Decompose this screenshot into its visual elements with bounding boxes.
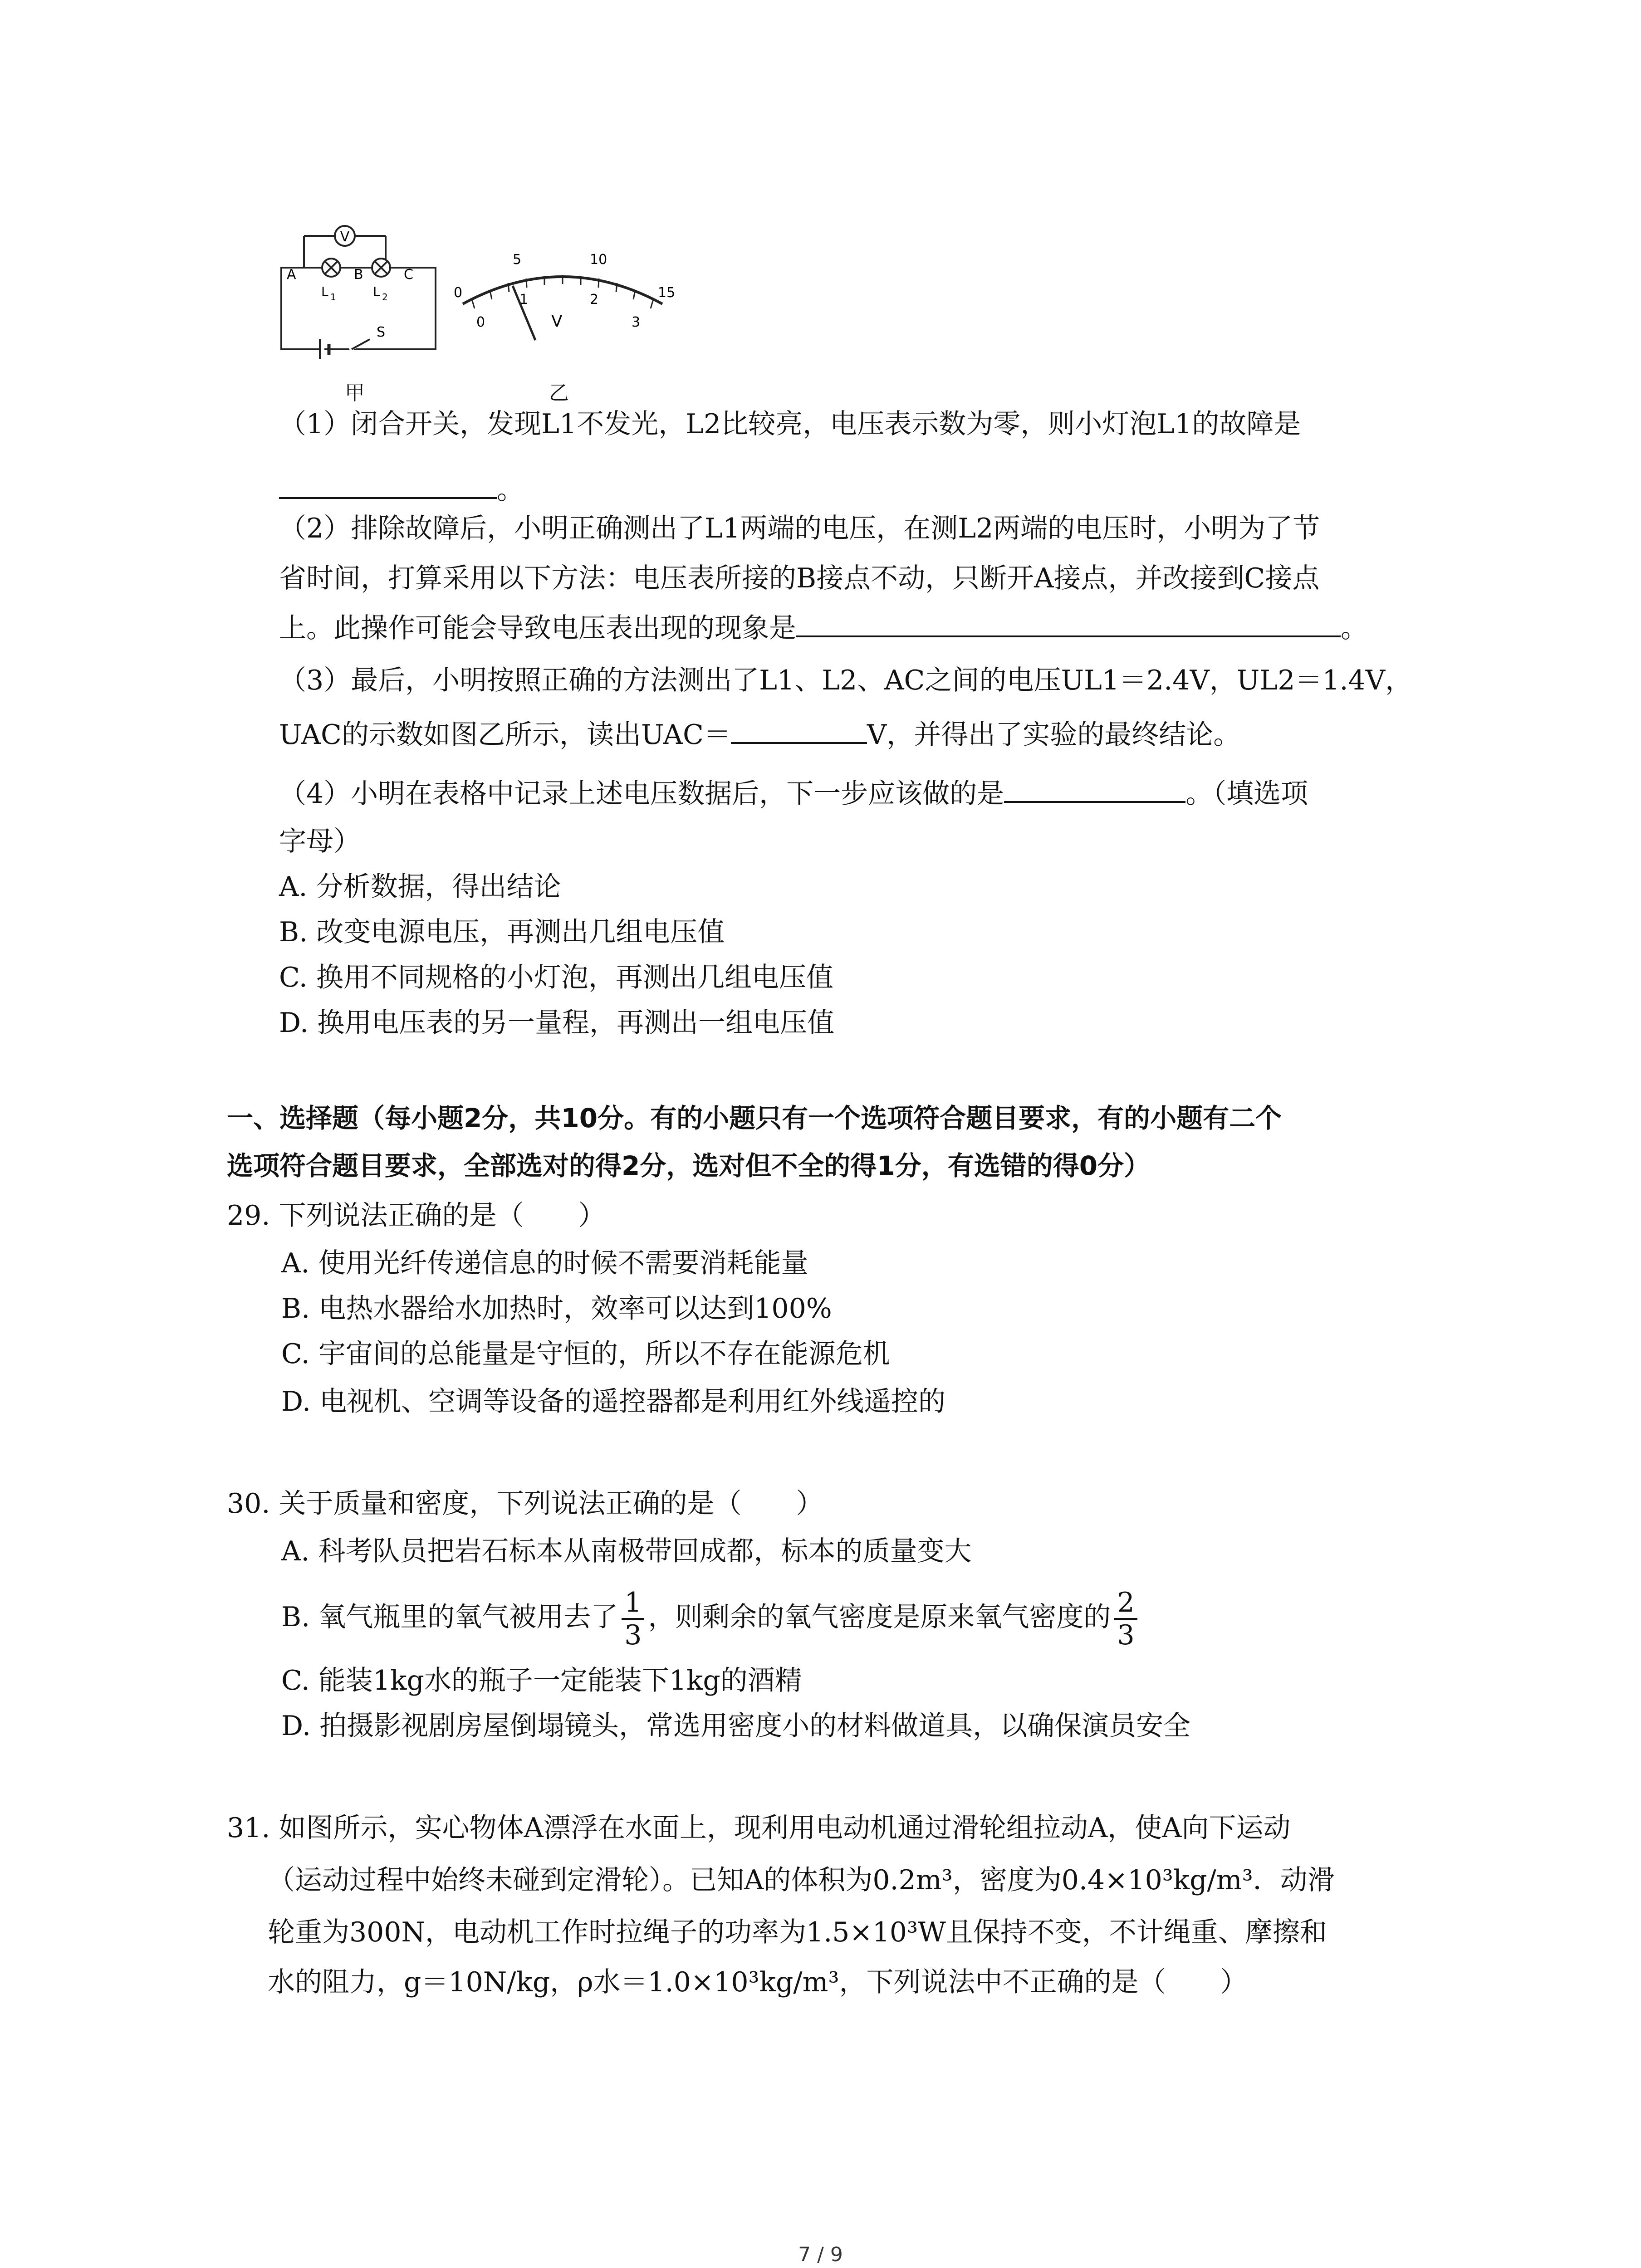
fill-q2-line-2: 省时间，打算采用以下方法：电压表所接的B接点不动，只断开A接点，并改接到C接点 [279,562,1320,594]
l1-subscript: 1 [330,292,336,303]
section-heading-line-1: 一、选择题（每小题2分，共10分。有的小题只有一个选项符合题目要求，有的小题有二个 [227,1103,1282,1134]
l2-label: L [373,284,380,299]
fraction-one-third: $\frac{1}{3}$ [622,1587,644,1651]
q29-option-d: D. 电视机、空调等设备的遥控器都是利用红外线遥控的 [281,1386,946,1418]
top-scale-0: 0 [454,285,463,301]
top-scale-10: 10 [590,252,607,268]
fill-option-c: C. 换用不同规格的小灯泡，再测出几组电压值 [279,962,833,993]
meter-caption: 乙 [549,381,569,405]
l2-subscript: 2 [382,292,388,303]
bottom-scale-3: 3 [632,314,641,330]
fill-q1-line: （1）闭合开关，发现L1不发光，L2比较亮，电压表示数为零，则小灯泡L1的故障是 [279,408,1301,440]
fill-q3-line-1: （3）最后，小明按照正确的方法测出了L1、L2、AC之间的电压UL1＝2.4V，UL2＝1.4V， [279,665,1413,696]
l1-label: L [321,284,328,299]
fill-option-a: A. 分析数据，得出结论 [279,871,561,903]
section-heading-line-2: 选项符合题目要求，全部选对的得2分，选对但不全的得1分，有选错的得0分） [227,1150,1151,1181]
answer-blank-1[interactable] [279,472,497,499]
q31-line-1: 31. 如图所示，实心物体A漂浮在水面上，现利用电动机通过滑轮组拉动A，使A向下运动 [227,1812,1291,1844]
q30-option-d: D. 拍摄影视剧房屋倒塌镜头，常选用密度小的材料做道具，以确保演员安全 [281,1710,1191,1742]
q31-line-3: 轮重为300N，电动机工作时拉绳子的功率为1.5×10³W且保持不变，不计绳重、摩擦和 [268,1916,1327,1948]
q29-option-b: B. 电热水器给水加热时，效率可以达到100% [281,1293,832,1325]
fill-q2-line-3: 上。此操作可能会导致电压表出现的现象是 。 [279,610,1368,646]
top-scale-5: 5 [513,252,522,268]
q31-line-4: 水的阻力，g＝10N/kg，ρ水＝1.0×10³kg/m³，下列说法中不正确的是（ ） [268,1966,1248,1998]
bottom-scale-0: 0 [476,314,485,330]
bottom-scale-1: 1 [519,292,529,308]
q31-line-2: （运动过程中始终未碰到定滑轮）。已知A的体积为0.2m³，密度为0.4×10³kg/m³．动滑 [268,1864,1335,1896]
voltmeter-label: V [340,229,350,245]
circuit-diagram [268,218,458,367]
fill-q1-answer-line: 。 [279,472,524,508]
q30-option-c: C. 能装1kg水的瓶子一定能装下1kg的酒精 [281,1665,802,1696]
point-b-label: B [354,267,363,283]
fill-option-b: B. 改变电源电压，再测出几组电压值 [279,916,725,948]
point-a-label: A [287,267,296,283]
fill-q4-line-1: （4）小明在表格中记录上述电压数据后，下一步应该做的是 。（填选项 [279,776,1308,812]
q30-option-a: A. 科考队员把岩石标本从南极带回成都，标本的质量变大 [281,1535,972,1567]
answer-blank-2[interactable] [796,610,1341,637]
fill-q3-line-2: UAC的示数如图乙所示，读出UAC＝ V，并得出了实验的最终结论。 [279,717,1240,753]
answer-blank-3[interactable] [731,717,867,744]
bottom-scale-2: 2 [590,292,599,308]
switch-label: S [377,324,386,340]
answer-blank-4[interactable] [1004,776,1185,803]
circuit-caption: 甲 [345,381,365,405]
q30-stem: 30. 关于质量和密度，下列说法正确的是（ ） [227,1488,823,1520]
q30-option-b: B. 氧气瓶里的氧气被用去了 $\frac{1}{3}$ ，则剩余的氧气密度是原来氧气密度的 $\frac{2}{3}$ [281,1579,1141,1656]
fill-q2-line-1: （2）排除故障后，小明正确测出了L1两端的电压，在测L2两端的电压时，小明为了节 [279,513,1320,544]
fill-q4-line-2: 字母） [279,826,361,857]
fraction-two-thirds: $\frac{2}{3}$ [1114,1587,1137,1651]
q29-option-a: A. 使用光纤传递信息的时候不需要消耗能量 [281,1247,808,1279]
point-c-label: C [404,267,413,283]
voltmeter-dial [445,236,681,354]
top-scale-15: 15 [658,285,676,301]
q29-option-c: C. 宇宙间的总能量是守恒的，所以不存在能源危机 [281,1338,890,1370]
fill-option-d: D. 换用电压表的另一量程，再测出一组电压值 [279,1007,835,1039]
meter-unit: V [551,312,563,331]
q29-stem: 29. 下列说法正确的是（ ） [227,1200,606,1232]
page-number: 7 / 9 [798,2243,843,2266]
